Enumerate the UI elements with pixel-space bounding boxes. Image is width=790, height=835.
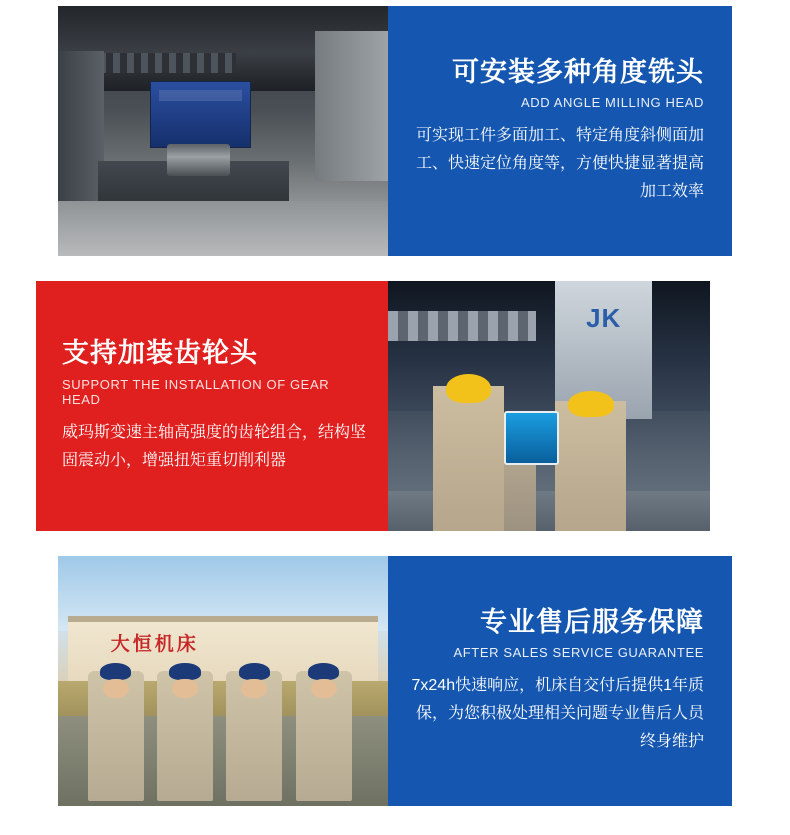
section-title: 专业售后服务保障 [480,606,704,637]
text-panel-after-sales-service [388,556,732,806]
section-angle-milling-head [0,6,790,256]
section-title: 支持加装齿轮头 [62,338,258,369]
section-body: 7x24h快速响应，机床自交付后提供1年质保，为您积极处理相关问题专业售后人员终身维护 [411,677,704,751]
photo-angle-milling-head [58,6,388,256]
machine-brand-logo: JK [586,303,622,333]
text-panel-gear-head [36,281,388,531]
text-panel-angle-milling-head [388,6,732,256]
section-gear-head [0,281,790,531]
section-title: 可安装多种角度铣头 [452,56,704,87]
photo-gear-head [388,281,710,531]
section-after-sales-service [0,556,790,806]
photo-after-sales-service [58,556,388,806]
section-body: 可实现工件多面加工、特定角度斜侧面加工、快速定位角度等，方便快捷显著提高加工效率 [415,127,704,201]
section-body: 威玛斯变速主轴高强度的齿轮组合，结构坚固震动小，增强扭矩重切削利器 [62,423,367,469]
section-subtitle: AFTER SALES SERVICE GUARANTEE [453,645,704,661]
section-subtitle: SUPPORT THE INSTALLATION OF GEAR HEAD [62,376,330,407]
tablet-device [504,411,560,465]
factory-sign-text: 大恒机床 [110,633,199,655]
section-subtitle: ADD ANGLE MILLING HEAD [521,95,704,111]
